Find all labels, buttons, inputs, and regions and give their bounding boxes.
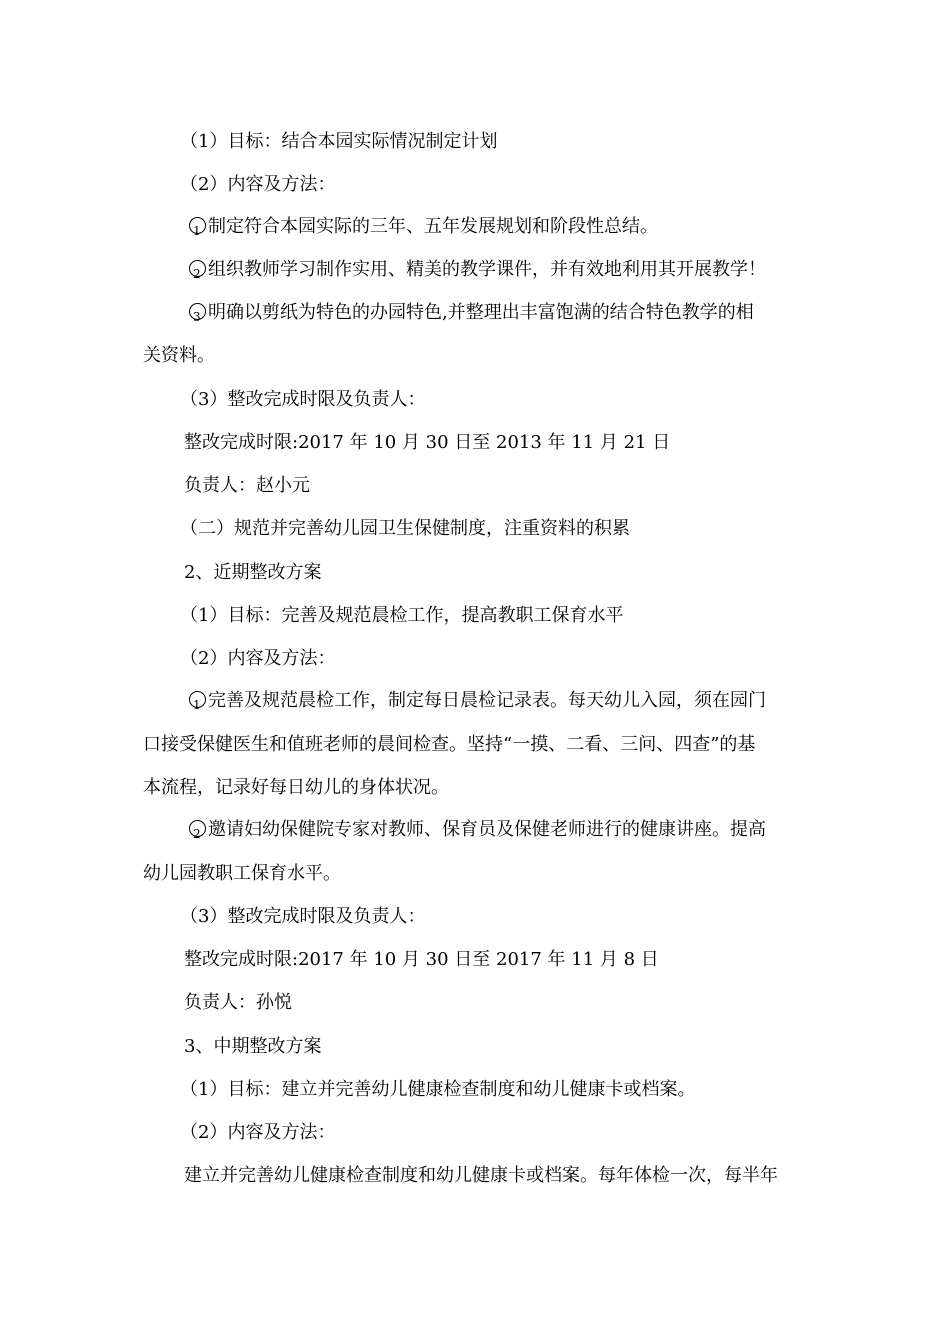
- list-item-4-cont-2: 本流程，记录好每日幼儿的身体状况。: [143, 777, 449, 798]
- responsible-line-2: 负责人：孙悦: [184, 992, 292, 1013]
- goal-line-1: （1）目标：结合本园实际情况制定计划: [180, 131, 498, 152]
- content-method-heading-3: （2）内容及方法：: [180, 1122, 336, 1143]
- responsible-line-1: 负责人：赵小元: [184, 475, 310, 496]
- circled-number-icon: 2: [188, 259, 208, 281]
- list-item-5-cont: 幼儿园教职工保育水平。: [143, 863, 341, 884]
- list-item-4-cont-1: 口接受保健医生和值班老师的晨间检查。坚持“一摸、二看、三问、四查”的基: [143, 734, 756, 755]
- list-item-3: 3 明确以剪纸为特色的办园特色,并整理出丰富饱满的结合特色教学的相: [188, 302, 754, 324]
- content-method-heading-2: （2）内容及方法：: [180, 648, 336, 669]
- circled-number-icon: 1: [188, 216, 208, 238]
- subsection-mid-term: 3、中期整改方案: [184, 1036, 322, 1057]
- list-item-5: 2 邀请妇幼保健院专家对教师、保育员及保健老师进行的健康讲座。提高: [188, 819, 766, 841]
- deadline-line-1: 整改完成时限:2017 年 10 月 30 日至 2013 年 11 月 21 日: [184, 432, 671, 453]
- list-item-2: 2 组织教师学习制作实用、精美的教学课件，并有效地利用其开展教学！: [188, 259, 766, 281]
- list-item-1: 1 制定符合本园实际的三年、五年发展规划和阶段性总结。: [188, 216, 658, 238]
- list-item-4: 1 完善及规范晨检工作，制定每日晨检记录表。每天幼儿入园，须在园门: [188, 690, 766, 712]
- list-item-3-cont: 关资料。: [143, 345, 215, 366]
- content-method-heading-1: （2）内容及方法：: [180, 174, 336, 195]
- body-paragraph-last: 建立并完善幼儿健康检查制度和幼儿健康卡或档案。每年体检一次，每半年: [184, 1165, 778, 1186]
- goal-line-2: （1）目标：完善及规范晨检工作，提高教职工保育水平: [180, 605, 624, 626]
- circled-number-icon: 1: [188, 690, 208, 712]
- goal-line-3: （1）目标：建立并完善幼儿健康检查制度和幼儿健康卡或档案。: [180, 1079, 696, 1100]
- deadline-line-2: 整改完成时限:2017 年 10 月 30 日至 2017 年 11 月 8 日: [184, 949, 659, 970]
- deadline-heading-1: （3）整改完成时限及负责人：: [180, 389, 426, 410]
- section-heading-2: （二）规范并完善幼儿园卫生保健制度，注重资料的积累: [180, 518, 630, 539]
- deadline-heading-2: （3）整改完成时限及负责人：: [180, 906, 426, 927]
- circled-number-icon: 2: [188, 819, 208, 841]
- subsection-near-term: 2、近期整改方案: [184, 562, 322, 583]
- circled-number-icon: 3: [188, 302, 208, 324]
